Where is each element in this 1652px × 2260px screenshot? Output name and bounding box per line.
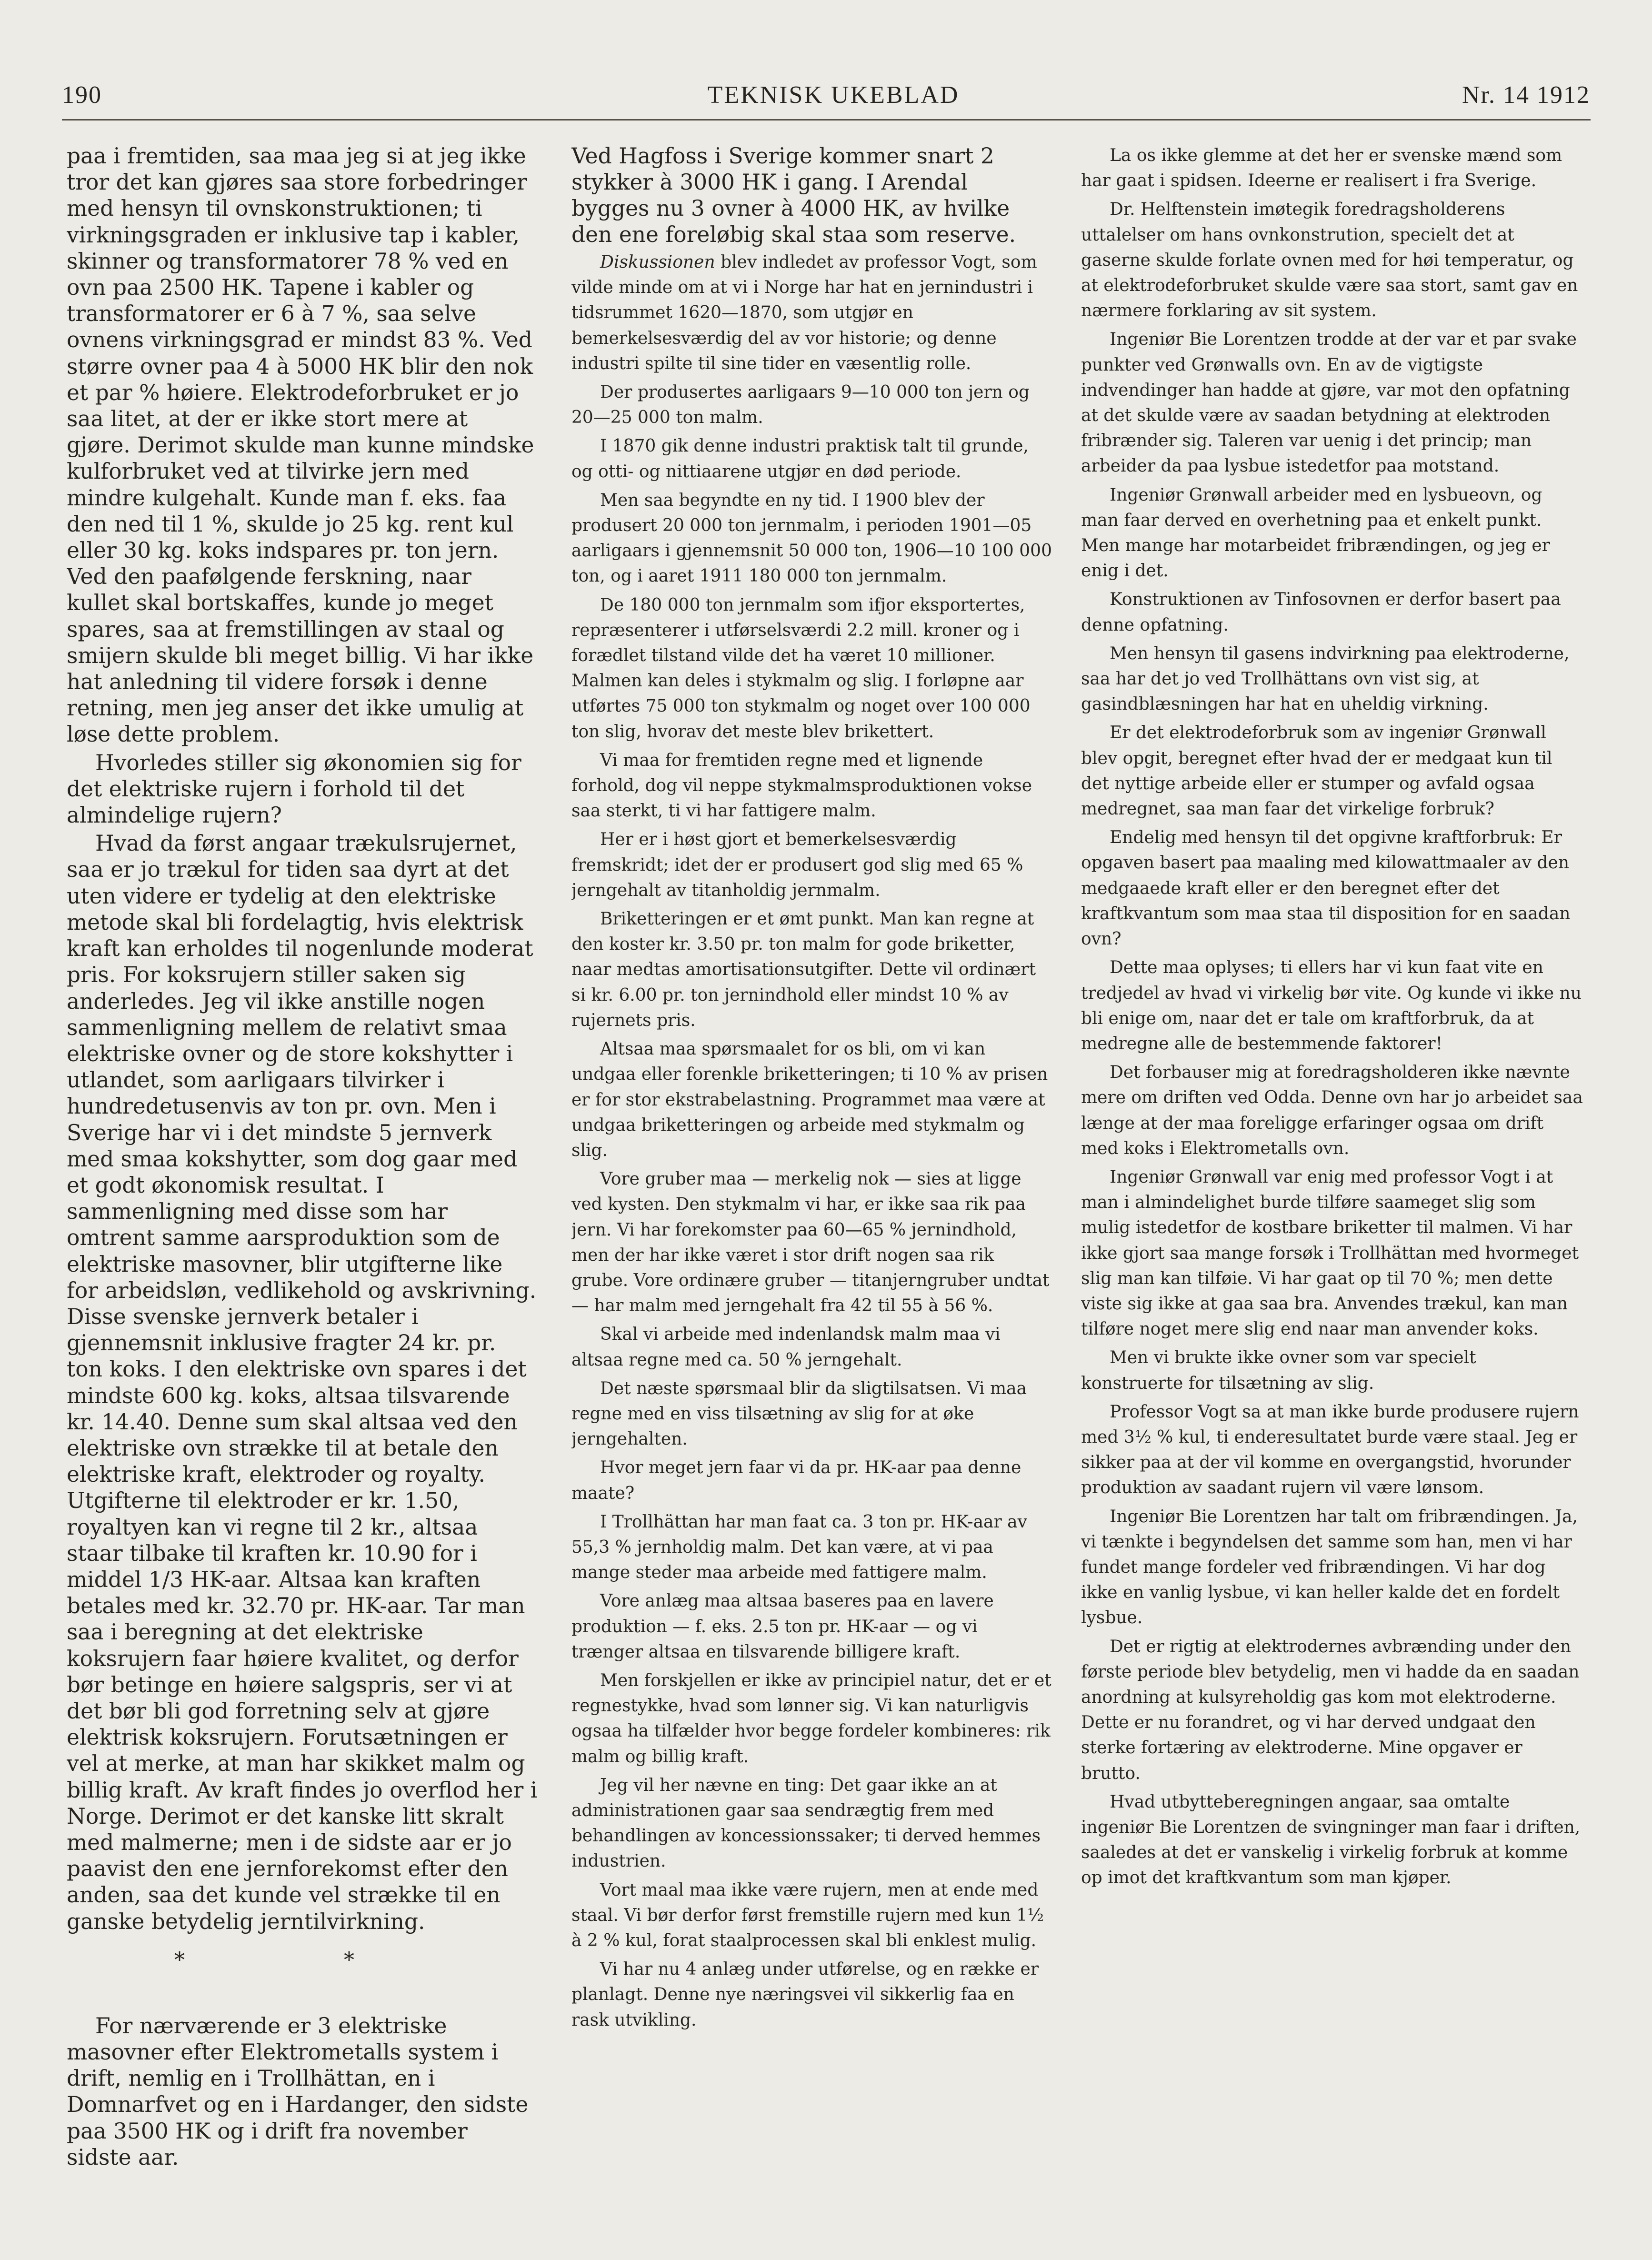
paragraph: Der produsertes aarligaars 9—10 000 ton jern og 20—25 000 ton malm. [571,382,1030,428]
section-separator: * * [174,1948,431,1972]
paragraph: I Trollhättan har man faat ca. 3 ton pr. HK-aar av 55,3 % jernholdig malm. Det kan være, at vi paa mange steder maa arbeide med fattigere malm. [571,1512,1027,1583]
paragraph: Vore gruber maa — merkelig nok — sies at ligge ved kysten. Den stykmalm vi har, er ikke saa rik paa jern. Vi har forekomster paa 60—65 % jernindhold, men der har ikke været i stor drift nogen saa rik grube. Vore ordinære gruber — titanjerngruber undtat — har malm med jerngehalt fra 42 til 55 à 56 %. [571,1169,1050,1316]
paragraph: Det forbauser mig at foredragsholderen ikke nævnte mere om driften ved Odda. Denne ovn har jo arbeidet saa længe at der maa foreligge erfaringer ogsaa om drift med koks i Elektrometalls ovn. [1081,1063,1583,1158]
paragraph: Dette maa oplyses; ti ellers har vi kun faat vite en tredjedel av hvad vi virkelig bør vite. Og kunde vi ikke nu bli enige om, naar det er tale om kraftforbruk, da at medregne alle de bestemmende faktorer! [1081,958,1582,1054]
paragraph: Ingeniør Grønwall arbeider med en lysbueovn, og man faar derved en overhetning paa et enkelt punkt. Men mange har motarbeidet fribrændingen, og jeg er enig i det. [1081,485,1550,581]
paragraph: Hvorledes stiller sig økonomien sig for det elektriske rujern i forhold til det almindelige rujern? [67,750,521,828]
paragraph: Dr. Helftenstein imøtegik foredragsholderens uttalelser om hans ovnkonstrution, specielt det at gaserne skulde forlate ovnen med for høi temperatur, og at elektrodeforbruket skulde være saa stort, samt gav en nærmere forklaring av sit system. [1081,200,1578,321]
paragraph: Hvad utbytteberegningen angaar, saa omtalte ingeniør Bie Lorentzen de svingninger man faar i driften, saaledes at det er vanskelig i virkelig forbruk at komme op imot det kraftkvantum som man kjøper. [1081,1792,1581,1888]
header-rule [62,119,1591,121]
paragraph: Hvor meget jern faar vi da pr. HK-aar paa denne maate? [571,1458,1021,1503]
paragraph: Her er i høst gjort et bemerkelsesværdig fremskridt; idet der er produsert god slig med 65 % jerngehalt av titanholdig jernmalm. [571,830,1023,900]
paragraph: La os ikke glemme at det her er svenske mænd som har gaat i spidsen. Ideerne er realisert i fra Sverige. [1081,146,1562,191]
paragraph: Endelig med hensyn til det opgivne kraftforbruk: Er opgaven basert paa maaling med kilowattmaaler av den medgaaede kraft eller er den beregnet efter det kraftkvantum som maa staa til disposition for en saadan ovn? [1081,828,1571,949]
paragraph: paa i fremtiden, saa maa jeg si at jeg ikke tror det kan gjøres saa store forbedringer med hensyn til ovnskonstruktionen; ti virkningsgraden er inklusive tap i kabler, skinner og transformatorer 78 % ved en ovn paa 2500 HK. Tapene i kabler og transformatorer er 6 à 7 %, saa selve ovnens virkningsgrad er mindst 83 %. Ved større ovner paa 4 à 5000 HK blir den nok et par % høiere. Elektrodeforbruket er jo saa litet, at der er ikke stort mere at gjøre. Derimot skulde man kunne mindske kulforbruket ved at tilvirke jern med mindre kulgehalt. Kunde man f. eks. faa den ned til 1 %, skulde jo 25 kg. rent kul eller 30 kg. koks indspares pr. ton jern. Ved den paafølgende ferskning, naar kullet skal bortskaffes, kunde jo meget spares, saa at fremstillingen av staal og smijern skulde bli meget billig. Vi har ikke hat anledning til videre forsøk i denne retning, men jeg anser det ikke umulig at løse dette problem. [67,143,534,747]
journal-title: TEKNISK UKEBLAD [707,81,960,109]
paragraph: Hvad da først angaar trækulsrujernet, saa er jo trækul for tiden saa dyrt at det uten videre er tydelig at den elektriske metode skal bli fordelagtig, hvis elektrisk kraft kan erholdes til nogenlunde moderat pris. For koksrujern stiller saken sig anderledes. Jeg vil ikke anstille nogen sammenligning mellem de relativt smaa elektriske ovner og de store kokshytter i utlandet, som aarligaars tilvirker i hundredetusenvis av ton pr. ovn. Men i Sverige har vi i det mindste 5 jernverk med smaa kokshytter, som dog gaar med et godt økonomisk resultat. I sammenligning med disse som har omtrent samme aarsproduktion som de elektriske masovner, blir utgifterne like for arbeidsløn, vedlikehold og avskrivning. Disse svenske jernverk betaler i gjennemsnit inklusive fragter 24 kr. pr. ton koks. I den elektriske ovn spares i det mindste 600 kg. koks, altsaa tilsvarende kr. 14.40. Denne sum skal altsaa ved den elektriske ovn strække til at betale den elektriske kraft, elektroder og royalty. Utgifterne til elektroder er kr. 1.50, royaltyen kan vi regne til 2 kr., altsaa staar tilbake til kraften kr. 10.90 for i middel 1/3 HK-aar. Altsaa kan kraften betales med kr. 32.70 pr. HK-aar. Tar man saa i beregning at det elektriske koksrujern faar høiere kvalitet, og derfor bør betinge en høiere salgspris, ser vi at det bør bli god forretning selv at gjøre elektrisk koksrujern. Forutsætningen er vel at merke, at man har skikket malm og billig kraft. Av kraft findes jo overflod her i Norge. Derimot er det kanske litt skralt med malmerne; men i de sidste aar er jo paavist den ene jernforekomst efter den anden, saa det kunde vel strække til en ganske betydelig jerntilvirkning. [67,831,538,1934]
paragraph: For nærværende er 3 elektriske masovner efter Elektrometalls system i drift, nemlig en i Trollhättan, en i Domnarfvet og en i Hardanger, den sidste paa 3500 HK og i drift fra november sidste aar. [67,2013,529,2170]
paragraph: Vort maal maa ikke være rujern, men at ende med staal. Vi bør derfor først fremstille rujern med kun 1½ à 2 % kul, forat staalprocessen skal bli enklest mulig. [571,1880,1044,1950]
discussion-text: blev indledet av professor Vogt, som vilde minde om at vi i Norge har hat en jernindustri i tidsrummet 1620—1870, som utgjør en bemerkelsesværdig del av vor historie; og denne industri spilte til sine tider en væsentlig rolle. [571,252,1037,373]
paragraph: Konstruktionen av Tinfosovnen er derfor basert paa denne opfatning. [1081,590,1561,635]
paragraph: De 180 000 ton jernmalm som ifjor eksportertes, repræsenterer i utførselsværdi 2.2 mill. kroner og i forædlet tilstand vilde det ha været 10 millioner. Malmen kan deles i stykmalm og slig. I forløpne aar utførtes 75 000 ton stykmalm og noget over 100 000 ton slig, hvorav det meste blev brikettert. [571,595,1031,742]
paragraph: Men vi brukte ikke ovner som var specielt konstruerte for tilsætning av slig. [1081,1348,1476,1393]
paragraph: Altsaa maa spørsmaalet for os bli, om vi kan undgaa eller forenkle briketteringen; ti 10 % av prisen er for stor ekstrabelastning. Programmet maa være at undgaa briketteringen og arbeide med stykmalm og slig. [571,1039,1048,1160]
discussion-paragraph [571,250,1052,376]
paragraph: Vi har nu 4 anlæg under utførelse, og en række er planlagt. Denne nye næringsvei vil sikkerlig faa en rask utvikling. [571,1959,1039,2030]
paragraph: Jeg vil her nævne en ting: Det gaar ikke an at administrationen gaar saa sendrægtig frem med behandlingen av koncessionssaker; ti derved hemmes industrien. [571,1775,1041,1871]
discussion-label: Diskussionen [600,252,715,272]
paragraph: Vi maa for fremtiden regne med et lignende forhold, dog vil neppe stykmalmsproduktionen vokse saa sterkt, ti vi har fattigere malm. [571,750,1032,821]
paragraph: Briketteringen er et ømt punkt. Man kan regne at den koster kr. 3.50 pr. ton malm for gode briketter, naar medtas amortisationsutgifter. Dette vil ordinært si kr. 6.00 pr. ton jernindhold eller mindst 10 % av rujernets pris. [571,909,1036,1030]
column-middle [571,143,1052,2229]
paragraph: Er det elektrodeforbruk som av ingeniør Grønwall blev opgit, beregnet efter hvad der er medgaat kun til det nyttige arbeide eller er stumper og avfald ogsaa medregnet, saa man faar det virkelige forbruk? [1081,723,1552,819]
paragraph: Professor Vogt sa at man ikke burde produsere rujern med 3½ % kul, ti enderesultatet burde være staal. Jeg er sikker paa at der vil komme en overgangstid, hvorunder produktion av saadant rujern vil være lønsom. [1081,1402,1579,1498]
paragraph: Ingeniør Bie Lorentzen har talt om fribrændingen. Ja, vi tænkte i begyndelsen det samme som han, men vi har fundet mange fordeler ved fribrændingen. Vi har dog ikke en vanlig lysbue, vi kan heller kalde det en fordelt lysbue. [1081,1507,1578,1628]
page-number: 190 [62,81,102,109]
paragraph: Men hensyn til gasens indvirkning paa elektroderne, saa har det jo ved Trollhättans ovn vist sig, at gasindblæsningen har hat en uheldig virkning. [1081,643,1570,714]
paragraph: Skal vi arbeide med indenlandsk malm maa vi altsaa regne med ca. 50 % jerngehalt. [571,1325,1001,1370]
paragraph: Ingeniør Bie Lorentzen trodde at der var et par svake punkter ved Grønwalls ovn. En av de vigtigste indvendinger han hadde at gjøre, var mot den opfatning at det skulde være av saadan betydning at elektroden fribrænder sig. Taleren var uenig i det princip; man arbeider da paa lysbue istedetfor paa motstand. [1081,330,1577,476]
lead-paragraph: Ved Hagfoss i Sverige kommer snart 2 stykker à 3000 HK i gang. I Arendal bygges nu 3 ovner à 4000 HK, av hvilke den ene foreløbig skal staa som reserve. [571,143,1016,247]
paragraph: Ingeniør Grønwall var enig med professor Vogt i at man i almindelighet burde tilføre saameget slig som mulig istedetfor de kostbare briketter til malmen. Vi har ikke gjort saa mange forsøk i Trollhättan med hvormeget slig man kan tilføie. Vi har gaat op til 70 %; men dette viste sig ikke at gaa saa bra. Anvendes trækul, kan man tilføre noget mere slig end naar man anvender koks. [1081,1167,1579,1339]
column-left [67,143,538,2229]
paragraph: Det er rigtig at elektrodernes avbrænding under den første periode blev betydelig, men vi hadde da en saadan anordning at kulsyreholdig gas kom mot elektroderne. Dette er nu forandret, og vi har derved undgaat den sterke fortæring av elektroderne. Mine opgaver er brutto. [1081,1637,1580,1783]
paragraph: Det næste spørsmaal blir da sligtilsatsen. Vi maa regne med en viss tilsætning av slig for at øke jerngehalten. [571,1378,1027,1449]
paragraph: Men forskjellen er ikke av principiel natur, det er et regnestykke, hvad som lønner sig. Vi kan naturligvis ogsaa ha tilfælder hvor begge fordeler kombineres: rik malm og billig kraft. [571,1670,1051,1767]
column-right [1081,143,1583,2229]
issue-number: Nr. 14 1912 [1462,81,1590,109]
paragraph: Men saa begyndte en ny tid. I 1900 blev der produsert 20 000 ton jernmalm, i perioden 1901—05 aarligaars i gjennemsnit 50 000 ton, 1906—10 100 000 ton, og i aaret 1911 180 000 ton jernmalm. [571,490,1052,586]
paragraph: I 1870 gik denne industri praktisk talt til grunde, og otti- og nittiaarene utgjør en død periode. [571,436,1029,482]
paragraph: Vore anlæg maa altsaa baseres paa en lavere produktion — f. eks. 2.5 ton pr. HK-aar — og vi trænger altsaa en tilsvarende billigere kraft. [571,1591,994,1662]
